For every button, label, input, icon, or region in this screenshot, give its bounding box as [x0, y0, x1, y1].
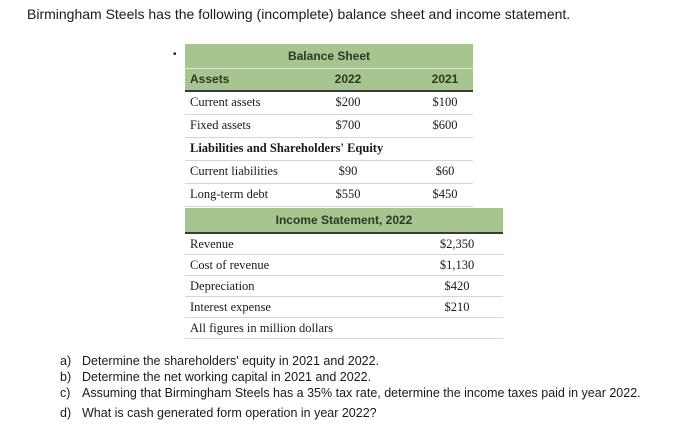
question-item — [60, 369, 680, 385]
question-label: c) — [60, 386, 71, 400]
row-label: Interest expense — [190, 300, 271, 314]
balance-sheet-table — [185, 44, 473, 207]
table-row — [185, 276, 503, 297]
row-value-2021: $60 — [435, 164, 455, 178]
row-value: $2,350 — [439, 237, 475, 251]
question-text: Determine the net working capital in 2021 and 2022. — [82, 370, 372, 384]
row-value-2022: $200 — [335, 95, 361, 109]
row-label: Long-term debt — [190, 187, 269, 201]
row-label: Current liabilities — [190, 164, 278, 178]
income-statement-title: Income Statement, 2022 — [185, 208, 503, 234]
liabilities-heading-row — [185, 138, 473, 161]
balance-sheet-header — [185, 68, 473, 92]
question-item — [60, 385, 680, 401]
row-label: Current assets — [190, 95, 261, 109]
question-item — [60, 405, 680, 421]
note-row — [185, 318, 503, 339]
row-value-2022: $550 — [335, 187, 361, 201]
row-value-2021: $450 — [432, 187, 458, 201]
question-text: Determine the shareholders' equity in 2021 and 2022. — [82, 354, 380, 368]
balance-sheet-title: Balance Sheet — [185, 44, 473, 68]
question-label: d) — [60, 406, 72, 420]
row-value: $420 — [444, 279, 470, 293]
question-label: b) — [60, 370, 72, 384]
year-2021-header: 2021 — [431, 72, 459, 86]
table-row — [185, 92, 473, 115]
liabilities-heading: Liabilities and Shareholders' Equity — [190, 141, 384, 155]
row-label: Cost of revenue — [190, 258, 270, 272]
row-value-2022: $90 — [338, 164, 358, 178]
question-text: Assuming that Birmingham Steels has a 35% tax rate, determine the income taxes paid in year 2022. — [82, 386, 641, 400]
assets-header: Assets — [190, 72, 230, 86]
question-text: What is cash generated form operation in year 2022? — [82, 406, 377, 420]
bullet-dot: • — [173, 49, 177, 60]
intro-text: Birmingham Steels has the following (incomplete) balance sheet and income statement. — [27, 6, 571, 22]
questions-list — [60, 353, 680, 421]
row-value-2021: $100 — [432, 95, 458, 109]
row-label: Revenue — [190, 237, 234, 251]
question-label: a) — [60, 354, 72, 368]
figures-note: All figures in million dollars — [190, 321, 334, 335]
table-row — [185, 234, 503, 255]
table-row — [185, 161, 473, 184]
table-row — [185, 297, 503, 318]
table-row — [185, 184, 473, 207]
row-label: Depreciation — [190, 279, 255, 293]
row-value-2021: $600 — [432, 118, 458, 132]
year-2022-header: 2022 — [334, 72, 362, 86]
row-label: Fixed assets — [190, 118, 251, 132]
row-value: $1,130 — [439, 258, 475, 272]
table-row — [185, 255, 503, 276]
table-row — [185, 115, 473, 138]
row-value-2022: $700 — [335, 118, 361, 132]
question-item — [60, 353, 680, 369]
income-statement-table — [185, 208, 503, 339]
row-value: $210 — [444, 300, 470, 314]
